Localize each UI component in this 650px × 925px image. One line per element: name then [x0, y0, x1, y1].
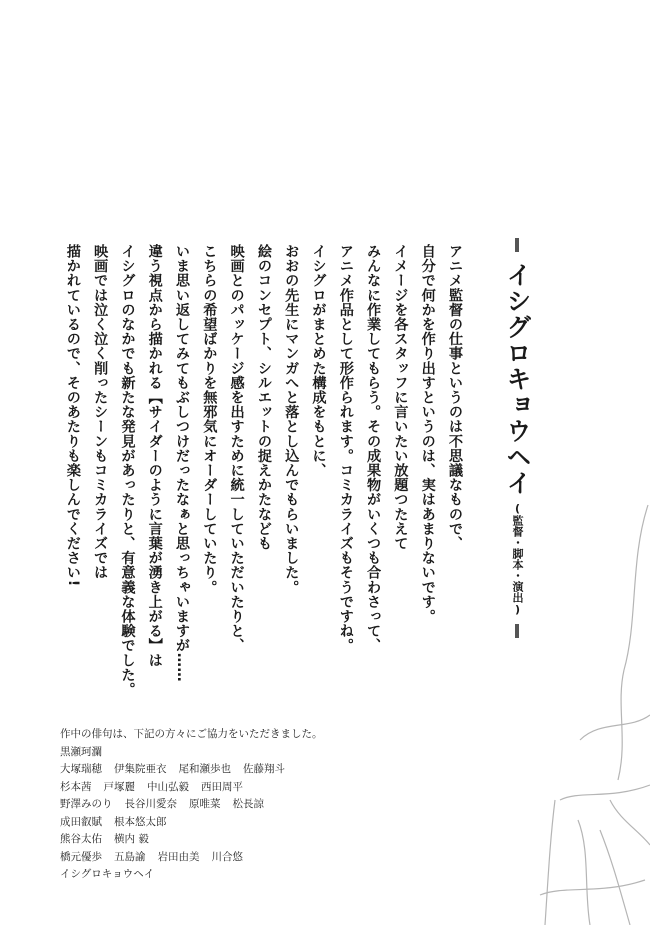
character-sketch-lines: [520, 500, 650, 925]
contributor-name: 中山弘毅: [147, 780, 189, 793]
essay-line: 違う視点から描かれる【サイダーのように言葉が湧き上がる】は: [146, 244, 163, 668]
contributor-name: 杉本茜: [60, 780, 92, 793]
credits-intro: 作中の俳句は、下記の方々にご協力をいただきました。: [60, 728, 323, 740]
contributor-name: 伊集院亜衣: [114, 763, 167, 775]
essay-line: イシグロのなかでも新たな発見があったりと、有意義な体験でした。: [119, 244, 136, 697]
contributor-name: 黒瀬珂瀾: [60, 745, 102, 758]
credits-list: [60, 744, 323, 884]
essay-line: 絵のコンセプト、シルエットの捉えかたなども: [255, 244, 272, 551]
heading-bar-top: [515, 238, 519, 252]
contributor-name: 川合悠: [211, 850, 243, 863]
credits-row: [60, 814, 323, 832]
essay-line: おおの先生にマンガへと落とし込んでもらいました。: [283, 244, 300, 595]
essay-line: みんなに作業してもらう。その成果物がいくつも合わさって、: [365, 244, 382, 653]
contributor-name: 松長諒: [232, 798, 264, 810]
contributor-name: 岩田由美: [157, 850, 200, 863]
contributor-name: 長谷川愛奈: [124, 798, 177, 810]
essay-line: 映画では泣く泣く削ったシーンもコミカライズでは: [92, 244, 109, 580]
contributor-name: 佐藤翔斗: [243, 763, 285, 775]
contributor-name: 西田周平: [201, 780, 243, 793]
credits-row: [60, 849, 323, 867]
contributor-name: 成田叡賦: [60, 815, 102, 828]
contributor-name: 戸塚麗: [103, 780, 135, 793]
contributor-name: イシグロキョウヘイ: [60, 868, 155, 880]
credits-row: [60, 779, 323, 797]
credits-row: [60, 831, 323, 849]
essay-line: イメージを各スタッフに言いたい放題つたえて: [392, 244, 409, 551]
credits-row: [60, 796, 323, 814]
haiku-credits: [60, 726, 323, 884]
contributor-name: 根本悠太郎: [114, 815, 167, 828]
contributor-name: 原唯菜: [189, 798, 221, 810]
essay-line: 描かれているので、そのあたりも楽しんでください!: [64, 244, 81, 587]
credits-row: [60, 744, 323, 762]
contributor-name: 野澤みのり: [60, 798, 113, 810]
contributor-name: 大塚瑞穂: [60, 763, 102, 775]
essay-line: イシグロがまとめた構成をもとに、: [310, 244, 327, 478]
contributor-name: 尾和瀬歩也: [178, 763, 231, 775]
contributor-name: 横内 毅: [114, 833, 149, 845]
essay-line: 映画とのパッケージ感を出すために統一していただいたりと、: [228, 244, 245, 653]
credits-row: [60, 866, 323, 884]
essay-line: アニメ監督の仕事というのは不思議なもので、: [447, 244, 463, 551]
afterword-essay: [59, 244, 468, 697]
contributor-name: 熊谷太佑: [60, 833, 102, 845]
heading-bar-bottom: [515, 624, 519, 638]
contributor-name: 橋元優歩: [60, 850, 102, 863]
essay-line: アニメ作品として形作られます。コミカライズもそうですね。: [337, 244, 354, 653]
essay-line: いま思い返してみてもぶしつけだったなぁと思っちゃいますが……: [174, 244, 191, 682]
author-name: イシグロキョウヘイ: [503, 262, 532, 496]
essay-line: 自分で何かを作り出すというのは、実はあまりないです。: [419, 244, 436, 624]
credits-row: [60, 761, 323, 779]
essay-line: こちらの希望ばかりを無邪気にオーダーしていたり。: [201, 244, 218, 595]
author-role: (監督・脚本・演出): [511, 502, 524, 616]
contributor-name: 五島諭: [114, 850, 146, 863]
